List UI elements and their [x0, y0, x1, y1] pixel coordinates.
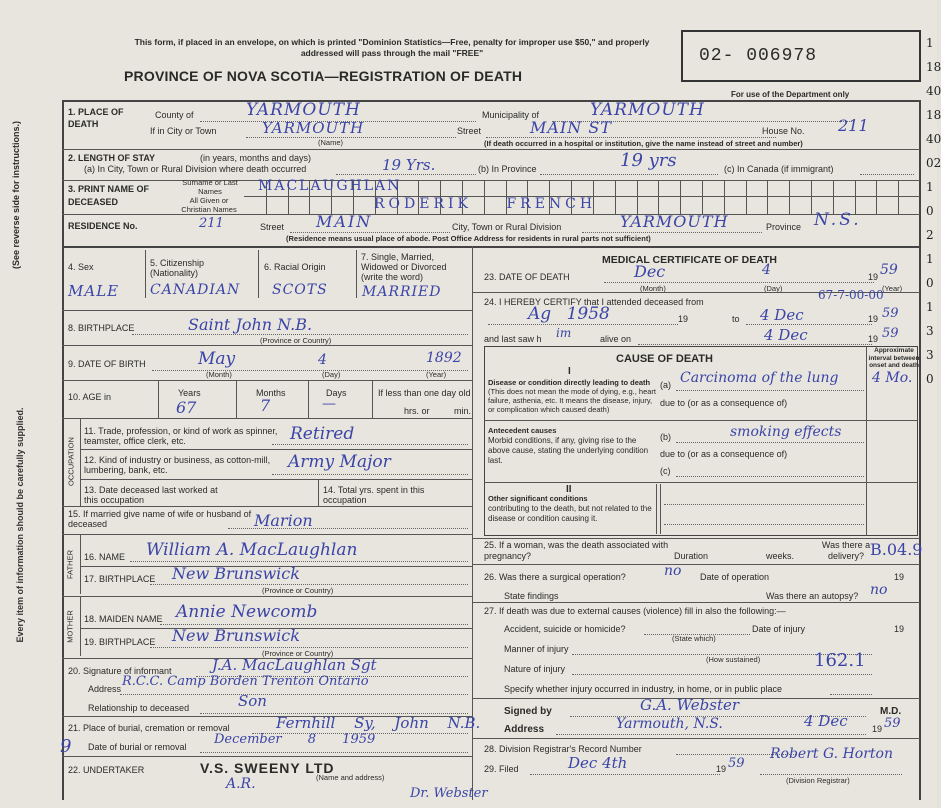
- antecedent-label: Antecedent causes: [488, 426, 557, 435]
- letter-cell-divider: [549, 180, 550, 196]
- age-days-label: Days: [326, 388, 347, 398]
- given-value: RODERIK FRENCH: [374, 196, 597, 212]
- attended-from: Ag 1958: [528, 304, 610, 324]
- burial-date-value: December 8 1959: [214, 732, 376, 747]
- delivery-code: B.04.9: [870, 540, 923, 559]
- less-day-label: If less than one day old: [378, 388, 471, 398]
- specify-label: Specify whether injury occurred in industry, in home, or in public place: [504, 684, 782, 694]
- surname-value: MACLAUGHLAN: [258, 178, 402, 194]
- municipality-label: Municipality of: [482, 110, 540, 120]
- length-of-stay-label: 2. LENGTH OF STAY: [68, 153, 156, 163]
- age-days: —: [322, 396, 336, 412]
- industry-label: 12. Kind of industry or business, as cotton-mill, lumbering, bank, etc.: [84, 455, 271, 475]
- mother-name-value: Annie Newcomb: [176, 602, 318, 622]
- birthplace-value: Saint John N.B.: [188, 315, 313, 334]
- state-which-note: (State which): [672, 634, 716, 643]
- disease-note: (This does not mean the mode of dying, e.g., heart failure, asthenia, etc. It means the disease, injury, or complication which caused death): [488, 387, 657, 414]
- informant-address: R.C.C. Camp Borden Trenton Ontario: [122, 674, 369, 689]
- residence-note: (Residence means usual place of abode. Post Office Address for residents in rural parts not sufficient): [286, 234, 651, 243]
- death-date-year: 59: [880, 262, 898, 278]
- cause-b-value: smoking effects: [730, 424, 842, 440]
- cause-a-value: Carcinoma of the lung: [680, 370, 839, 386]
- letter-cell-divider: [418, 180, 419, 196]
- last-saw-label: and last saw h: [484, 334, 542, 344]
- wife-label: 15. If married give name of wife or husband of deceased: [68, 509, 252, 529]
- delivery-label: Was there a delivery?: [821, 540, 871, 561]
- margin-digit: 18: [926, 60, 941, 74]
- wife-value: Marion: [254, 511, 313, 530]
- letter-cell-divider: [767, 197, 768, 214]
- letter-cell-divider: [288, 197, 289, 214]
- certify-code: 67-7-00-00: [818, 288, 884, 302]
- alive-year-prefix: 19: [868, 334, 879, 344]
- racial-origin-value: SCOTS: [272, 282, 328, 298]
- letter-cell-divider: [571, 180, 572, 196]
- informant-signature: J.A. MacLaughlan Sgt: [212, 656, 377, 674]
- last-saw-him: im: [556, 326, 572, 340]
- nature-label: Nature of injury: [504, 664, 566, 674]
- father-side-label: FATHER: [65, 549, 75, 580]
- years-spent-label: 14. Total yrs. spent in this occupation: [323, 485, 425, 505]
- burial-place-value: Fernhill Sy, John N.B.: [276, 714, 481, 732]
- other-conditions-label: Other significant conditions: [488, 494, 588, 503]
- signer-address-date: 4 Dec: [804, 712, 848, 730]
- death-date-month: Dec: [634, 262, 666, 281]
- surname-label: Surname or Last Names: [182, 178, 238, 196]
- margin-digit: 1: [926, 180, 934, 194]
- father-prov-note: (Province or Country): [262, 586, 334, 595]
- street-value: MAIN ST: [530, 118, 612, 137]
- dob-day: 4: [318, 352, 327, 368]
- operation-year-prefix: 19: [894, 572, 905, 582]
- margin-digit: 0: [926, 204, 934, 218]
- mother-birthplace-label: 19. BIRTHPLACE: [84, 637, 156, 647]
- alive-label: alive on: [600, 334, 632, 344]
- residence-city: YARMOUTH: [620, 212, 729, 231]
- letter-cell-divider: [767, 180, 768, 196]
- due-to-label-2: due to (or as a consequence of): [660, 449, 788, 459]
- dept-use-label: For use of the Department only: [731, 90, 850, 99]
- registrar-signature: Robert G. Horton: [770, 746, 893, 762]
- autopsy-label: Was there an autopsy?: [766, 591, 859, 601]
- letter-cell-divider: [746, 197, 747, 214]
- racial-origin-label: 6. Racial Origin: [264, 262, 326, 272]
- mother-side-label: MOTHER: [65, 610, 75, 643]
- to-year-prefix: 19: [868, 314, 879, 324]
- dob-month-note: (Month): [206, 370, 232, 379]
- margin-digit: 1: [926, 300, 934, 314]
- letter-cell-divider: [637, 180, 638, 196]
- undertaker-initials: A.R.: [226, 776, 256, 792]
- city-label: If in City or Town: [150, 126, 217, 136]
- letter-cell-divider: [593, 180, 594, 196]
- filed-value: Dec 4th: [568, 754, 628, 772]
- letter-cell-divider: [506, 180, 507, 196]
- residence-street-label: Street: [260, 222, 285, 232]
- last-worked-label: 13. Date deceased last worked at this occupation: [84, 485, 218, 505]
- letter-cell-divider: [615, 180, 616, 196]
- filed-year: 59: [728, 756, 745, 771]
- margin-digit: 02: [926, 156, 941, 170]
- dob-year: 1892: [426, 350, 462, 366]
- injury-date-label: Date of injury: [752, 624, 806, 634]
- dob-year-note: (Year): [426, 370, 447, 379]
- city-value: YARMOUTH: [262, 119, 365, 137]
- pregnancy-label: 25. If a woman, was the death associated with pregnancy?: [484, 540, 669, 561]
- death-date-label: 23. DATE OF DEATH: [484, 272, 570, 282]
- sex-label: 4. Sex: [68, 262, 94, 272]
- record-number-label: 28. Division Registrar's Record Number: [484, 744, 642, 754]
- md-label: M.D.: [880, 706, 902, 717]
- birthplace-note: (Province or Country): [260, 336, 332, 345]
- letter-cell-divider: [658, 180, 659, 196]
- relationship-value: Son: [238, 692, 267, 710]
- residence-province: N.S.: [814, 210, 862, 230]
- burial-date-label: Date of burial or removal: [88, 742, 187, 752]
- antecedent-note: Morbid conditions, if any, giving rise to the above cause, stating the underlying condition last.: [488, 436, 649, 465]
- death-date-day: 4: [762, 262, 771, 278]
- county-label: County of: [155, 110, 194, 120]
- industry-value: Army Major: [288, 452, 391, 472]
- municipality-value: YARMOUTH: [590, 100, 705, 120]
- dob-month: May: [198, 349, 236, 369]
- letter-cell-divider: [724, 180, 725, 196]
- margin-digit: 3: [926, 348, 934, 362]
- mother-birthplace-value: New Brunswick: [172, 626, 300, 645]
- age-months: 7: [260, 396, 271, 415]
- informant-address-label: Address: [88, 684, 122, 694]
- undertaker-label: 22. UNDERTAKER: [68, 765, 145, 775]
- postal-notice: This form, if placed in an envelope, on which is printed "Dominion Statistics—Free, penalty for improper use $50," and properly addressed will pass through the mail "FREE": [134, 37, 650, 58]
- letter-cell-divider: [898, 197, 899, 214]
- certify-label: 24. I HEREBY CERTIFY that I attended deceased from: [484, 297, 704, 307]
- age-years-label: Years: [178, 388, 201, 398]
- letter-cell-divider: [898, 180, 899, 196]
- surgery-label: 26. Was there a surgical operation?: [484, 572, 626, 582]
- undertaker-note: (Name and address): [316, 773, 385, 782]
- cause-c-label: (c): [660, 466, 671, 476]
- registration-number-box: [681, 30, 921, 82]
- dob-day-note: (Day): [322, 370, 341, 379]
- letter-cell-divider: [876, 197, 877, 214]
- letter-cell-divider: [266, 197, 267, 214]
- sustained-note: (How sustained): [706, 655, 761, 664]
- letter-cell-divider: [615, 197, 616, 214]
- letter-cell-divider: [833, 180, 834, 196]
- letter-cell-divider: [309, 197, 310, 214]
- to-year: 59: [882, 306, 899, 321]
- death-day-note: (Day): [764, 284, 783, 293]
- stay-province-value: 19 yrs: [620, 150, 677, 171]
- autopsy-value: no: [870, 582, 888, 598]
- city-name-note: (Name): [318, 138, 344, 147]
- surgery-value: no: [664, 563, 682, 579]
- letter-cell-divider: [484, 180, 485, 196]
- signed-by-value: G.A. Webster: [640, 696, 740, 714]
- disease-label: Disease or condition directly leading to death: [488, 378, 651, 387]
- letter-cell-divider: [789, 180, 790, 196]
- stay-city-value: 19 Yrs.: [382, 156, 436, 174]
- marital-value: MARRIED: [362, 284, 442, 300]
- signer-address-value: Yarmouth, N.S.: [616, 716, 723, 732]
- age-label: 10. AGE in: [68, 392, 112, 402]
- medical-heading: MEDICAL CERTIFICATE OF DEATH: [602, 254, 777, 266]
- other-conditions-note: contributing to the death, but not related to the disease or condition causing it.: [488, 504, 652, 523]
- cause-heading: CAUSE OF DEATH: [616, 353, 713, 365]
- letter-cell-divider: [746, 180, 747, 196]
- margin-digit: 1: [926, 36, 934, 50]
- operation-date-label: Date of operation: [700, 572, 770, 582]
- hospital-note: (If death occurred in a hospital or institution, give the name instead of street and number): [484, 139, 803, 148]
- dob-label: 9. DATE OF BIRTH: [68, 359, 146, 369]
- trade-label: 11. Trade, profession, or kind of work as spinner, teamster, office clerk, etc.: [84, 426, 278, 446]
- birthplace-label: 8. BIRTHPLACE: [68, 323, 135, 333]
- injury-year-prefix: 19: [894, 624, 905, 634]
- stay-province-label: (b) In Province: [478, 164, 537, 174]
- registrar-label: (Division Registrar): [786, 776, 850, 785]
- county-value: YARMOUTH: [246, 100, 361, 120]
- cause-b-label: (b): [660, 432, 671, 442]
- alive-year: 59: [882, 326, 899, 341]
- death-year-note: (Year): [882, 284, 903, 293]
- length-of-stay-sub: (in years, months and days): [200, 153, 312, 163]
- accident-label: Accident, suicide or homicide?: [504, 624, 626, 634]
- external-causes-label: 27. If death was due to external causes (violence) fill in also the following:—: [484, 606, 786, 616]
- weeks-label: weeks.: [766, 551, 795, 561]
- due-to-label-1: due to (or as a consequence of): [660, 398, 788, 408]
- attended-to-label: to: [732, 314, 740, 324]
- cause-a-interval: 4 Mo.: [872, 370, 913, 386]
- father-name-label: 16. NAME: [84, 552, 126, 562]
- letter-cell-divider: [811, 197, 812, 214]
- place-of-death-label: 1. PLACE OF DEATH: [68, 107, 124, 129]
- letter-cell-divider: [462, 180, 463, 196]
- margin-digit: 0: [926, 276, 934, 290]
- letter-cell-divider: [811, 180, 812, 196]
- interval-heading: Approximate interval between onset and death: [868, 347, 920, 369]
- trade-value: Retired: [290, 424, 355, 444]
- form-title: PROVINCE OF NOVA SCOTIA—REGISTRATION OF DEATH: [124, 68, 523, 84]
- address-year-prefix: 19: [872, 724, 883, 734]
- residence-province-label: Province: [766, 222, 802, 232]
- letter-cell-divider: [440, 180, 441, 196]
- registration-number: 02- 006978: [699, 46, 818, 66]
- age-years: 67: [176, 398, 197, 417]
- marital-label: 7. Single, Married, Widowed or Divorced (write the word): [361, 252, 447, 282]
- residence-label: RESIDENCE No.: [68, 221, 138, 231]
- margin-digit: 40: [926, 132, 941, 146]
- occupation-side-label: OCCUPATION: [66, 437, 76, 486]
- house-number-value: 211: [838, 116, 869, 135]
- margin-digit: 0: [926, 372, 934, 386]
- attended-to: 4 Dec: [760, 306, 804, 324]
- citizenship-value: CANADIAN: [150, 282, 241, 298]
- letter-cell-divider: [680, 180, 681, 196]
- letter-cell-divider: [789, 197, 790, 214]
- section-one: I: [568, 366, 571, 377]
- letter-cell-divider: [855, 180, 856, 196]
- filed-label: 29. Filed: [484, 764, 519, 774]
- side-note-instructions: (See reverse side for instructions.): [11, 120, 21, 270]
- mother-prov-note: (Province or Country): [262, 649, 334, 658]
- doctor-note: Dr. Webster: [410, 786, 488, 801]
- from-year-prefix: 19: [678, 314, 689, 324]
- margin-digit: 1: [926, 252, 934, 266]
- duration-label: Duration: [674, 551, 709, 561]
- house-number-label: House No.: [762, 126, 805, 136]
- margin-digit: 18: [926, 108, 941, 122]
- manner-label: Manner of injury: [504, 644, 569, 654]
- given-label: All Given or Christian Names: [181, 196, 237, 214]
- section-two: II: [566, 484, 572, 495]
- death-month-note: (Month): [640, 284, 666, 293]
- father-name-value: William A. MacLaughlan: [146, 540, 358, 560]
- filed-year-prefix: 19: [716, 764, 727, 774]
- margin-digit: 3: [926, 324, 934, 338]
- relationship-label: Relationship to deceased: [88, 703, 190, 713]
- nature-code: 162.1: [814, 650, 866, 671]
- death-year-prefix: 19: [868, 272, 879, 282]
- alive-date: 4 Dec: [764, 326, 808, 344]
- address-year: 59: [884, 716, 901, 731]
- street-label: Street: [457, 126, 482, 136]
- letter-cell-divider: [702, 180, 703, 196]
- side-note: Every item of information should be carefully supplied.: [15, 407, 25, 643]
- signed-by-label: Signed by: [504, 706, 552, 717]
- age-months-label: Months: [256, 388, 286, 398]
- father-birthplace-label: 17. BIRTHPLACE: [84, 574, 156, 584]
- findings-label: State findings: [504, 591, 559, 601]
- min-label: min.: [454, 406, 472, 416]
- stay-canada-label: (c) In Canada (if immigrant): [724, 164, 834, 174]
- letter-cell-divider: [876, 180, 877, 196]
- letter-cell-divider: [527, 180, 528, 196]
- margin-mark: 9: [60, 736, 72, 757]
- citizenship-label: 5. Citizenship (Nationality): [150, 258, 205, 278]
- informant-sig-label: 20. Signature of informant: [68, 666, 172, 676]
- burial-place-label: 21. Place of burial, cremation or removal: [68, 723, 230, 733]
- cause-a-label: (a): [660, 380, 671, 390]
- residence-city-label: City, Town or Rural Division: [452, 222, 562, 232]
- undertaker-value: V.S. SWEENY LTD: [200, 760, 335, 776]
- residence-street: MAIN: [316, 212, 373, 231]
- margin-digit: 40: [926, 84, 941, 98]
- stay-city-label: (a) In City, Town or Rural Division where death occurred: [84, 164, 307, 174]
- father-birthplace-value: New Brunswick: [172, 564, 300, 583]
- name-label: 3. PRINT NAME OF DECEASED: [68, 184, 150, 207]
- residence-number: 211: [199, 216, 224, 231]
- hrs-label: hrs. or: [404, 406, 430, 416]
- signer-address-label: Address: [504, 724, 545, 735]
- margin-digit: 2: [926, 228, 934, 242]
- sex-value: MALE: [68, 282, 120, 300]
- mother-name-label: 18. MAIDEN NAME: [84, 614, 163, 624]
